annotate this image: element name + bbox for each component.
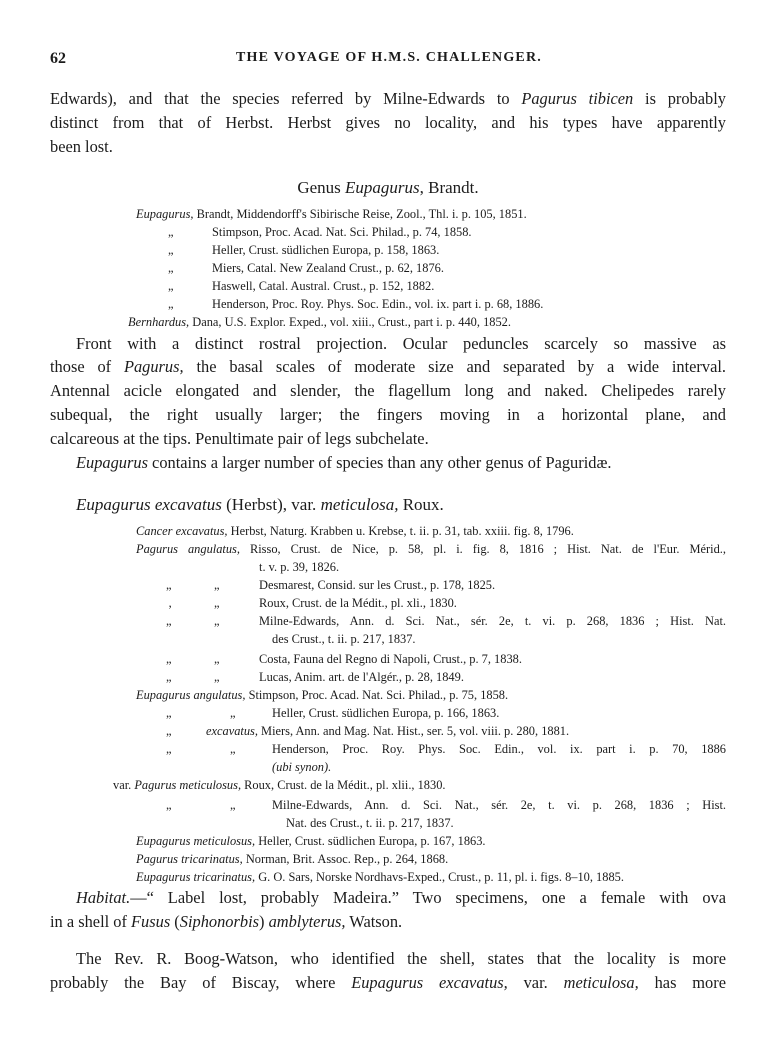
page-header — [50, 50, 728, 70]
synonym-line: Costa, Fauna del Regno di Napoli, Crust., p. 7, 1838. — [259, 652, 522, 666]
closing-line-1: The Rev. R. Boog-Watson, who identified the shell, states that the locality is more — [76, 949, 726, 968]
synonym-line: Milne-Edwards, Ann. d. Sci. Nat., sér. 2e, t. vi. p. 268, 1836 ; Hist. Nat. — [259, 614, 726, 628]
synonym-line: Cancer excavatus, Herbst, Naturg. Krabben u. Krebse, t. ii. p. 31, tab. xxiii. fig. 8, 1796. — [136, 524, 574, 538]
synonym-line: Roux, Crust. de la Médit., pl. xli., 1830. — [259, 596, 457, 610]
synonym-line: Henderson, Proc. Roy. Phys. Soc. Edin., vol. ix. part i. p. 70, 1886 — [272, 742, 726, 756]
synonym-line: des Crust., t. ii. p. 217, 1837. — [272, 632, 416, 646]
ditto-mark: „ — [166, 652, 172, 666]
synonym-line: Heller, Crust. südlichen Europa, p. 158, 1863. — [212, 243, 440, 257]
ditto-mark: „ — [214, 670, 220, 684]
synonym-line: Miers, Catal. New Zealand Crust., p. 62, 1876. — [212, 261, 444, 275]
ditto-mark: „ — [230, 742, 236, 756]
ditto-mark: „ — [166, 614, 172, 628]
synonym-line: Pagurus tricarinatus, Norman, Brit. Assoc. Rep., p. 264, 1868. — [136, 852, 449, 866]
synonym-line: Bernhardus, Dana, U.S. Explor. Exped., vol. xiii., Crust., part i. p. 440, 1852. — [128, 315, 511, 329]
ditto-mark: „ — [168, 243, 174, 257]
ditto-mark: „ — [214, 596, 220, 610]
ditto-mark: „ — [168, 279, 174, 293]
page-number: 62 — [50, 50, 66, 67]
ditto-mark: „ — [168, 297, 174, 311]
synonym-line: Eupagurus, Brandt, Middendorff's Sibirische Reise, Zool., Thl. i. p. 105, 1851. — [136, 207, 527, 221]
ditto-mark: „ — [166, 724, 172, 738]
intro-line-2: distinct from that of Herbst. Herbst gives no locality, and his types have apparently — [50, 113, 726, 132]
intro-line-1: Edwards), and that the species referred by Milne-Edwards to Pagurus tibicen is probably — [50, 89, 726, 108]
description-line-3: Antennal acicle elongated and slender, the flagellum long and naked. Chelipedes rarely — [50, 381, 726, 400]
habitat-line-1: Habitat.—“ Label lost, probably Madeira.” Two specimens, one a female with ova — [76, 888, 726, 907]
description-line-6: Eupagurus contains a larger number of species than any other genus of Paguridæ. — [76, 453, 612, 472]
synonym-line: Nat. des Crust., t. ii. p. 217, 1837. — [286, 816, 454, 830]
ditto-mark: „ — [168, 225, 174, 239]
ditto-mark: „ — [214, 614, 220, 628]
intro-line-3: been lost. — [50, 137, 113, 156]
ditto-mark: „ — [230, 798, 236, 812]
synonym-line: Stimpson, Proc. Acad. Nat. Sci. Philad., p. 74, 1858. — [212, 225, 472, 239]
synonym-line: t. v. p. 39, 1826. — [259, 560, 340, 574]
ditto-mark: „ — [214, 652, 220, 666]
ditto-mark: ‚ — [168, 596, 173, 610]
closing-line-2: probably the Bay of Biscay, where Eupagurus excavatus, var. meticulosa, has more — [50, 973, 726, 992]
ditto-mark: „ — [166, 742, 172, 756]
description-line-5: calcareous at the tips. Penultimate pair of legs subchelate. — [50, 429, 429, 448]
synonym-line: Henderson, Proc. Roy. Phys. Soc. Edin., vol. ix. part i. p. 68, 1886. — [212, 297, 544, 311]
synonym-line: Eupagurus angulatus, Stimpson, Proc. Acad. Nat. Sci. Philad., p. 75, 1858. — [136, 688, 509, 702]
synonym-line: Heller, Crust. südlichen Europa, p. 166, 1863. — [272, 706, 500, 720]
synonym-line: excavatus, Miers, Ann. and Mag. Nat. Hist., ser. 5, vol. viii. p. 280, 1881. — [206, 724, 570, 738]
description-line-1: Front with a distinct rostral projection. Ocular peduncles scarcely so massive as — [76, 334, 726, 353]
genus-heading: Genus Eupagurus, Brandt. — [297, 178, 479, 197]
ditto-mark: „ — [166, 798, 172, 812]
synonym-line: var. Pagurus meticulosus, Roux, Crust. de la Médit., pl. xlii., 1830. — [113, 778, 446, 792]
synonym-line: Lucas, Anim. art. de l'Algér., p. 28, 1849. — [259, 670, 464, 684]
species-heading: Eupagurus excavatus (Herbst), var. meticulosa, Roux. — [76, 495, 444, 514]
description-line-4: subequal, the right usually larger; the fingers moving in a horizontal plane, and — [50, 405, 726, 424]
description-line-2: those of Pagurus, the basal scales of moderate size and separated by a wide interval. — [50, 357, 726, 376]
ditto-mark: „ — [214, 578, 220, 592]
habitat-line-2: in a shell of Fusus (Siphonorbis) amblyterus, Watson. — [50, 912, 403, 931]
synonym-line: Pagurus angulatus, Risso, Crust. de Nice, p. 58, pl. i. fig. 8, 1816 ; Hist. Nat. de l'Eur. Mérid., — [136, 542, 726, 556]
synonym-line: (ubi synon). — [272, 760, 332, 774]
synonym-line: Eupagurus tricarinatus, G. O. Sars, Norske Nordhavs-Exped., Crust., p. 11, pl. i. figs. 8–10, 1885. — [136, 870, 624, 884]
ditto-mark: „ — [230, 706, 236, 720]
running-title: THE VOYAGE OF H.M.S. CHALLENGER. — [236, 50, 542, 65]
ditto-mark: „ — [166, 578, 172, 592]
ditto-mark: „ — [168, 261, 174, 275]
synonym-line: Eupagurus meticulosus, Heller, Crust. südlichen Europa, p. 167, 1863. — [136, 834, 486, 848]
synonym-line: Milne-Edwards, Ann. d. Sci. Nat., sér. 2e, t. vi. p. 268, 1836 ; Hist. — [272, 798, 726, 812]
synonym-line: Haswell, Catal. Austral. Crust., p. 152, 1882. — [212, 279, 435, 293]
ditto-mark: „ — [166, 706, 172, 720]
ditto-mark: „ — [166, 670, 172, 684]
synonym-line: Desmarest, Consid. sur les Crust., p. 178, 1825. — [259, 578, 496, 592]
